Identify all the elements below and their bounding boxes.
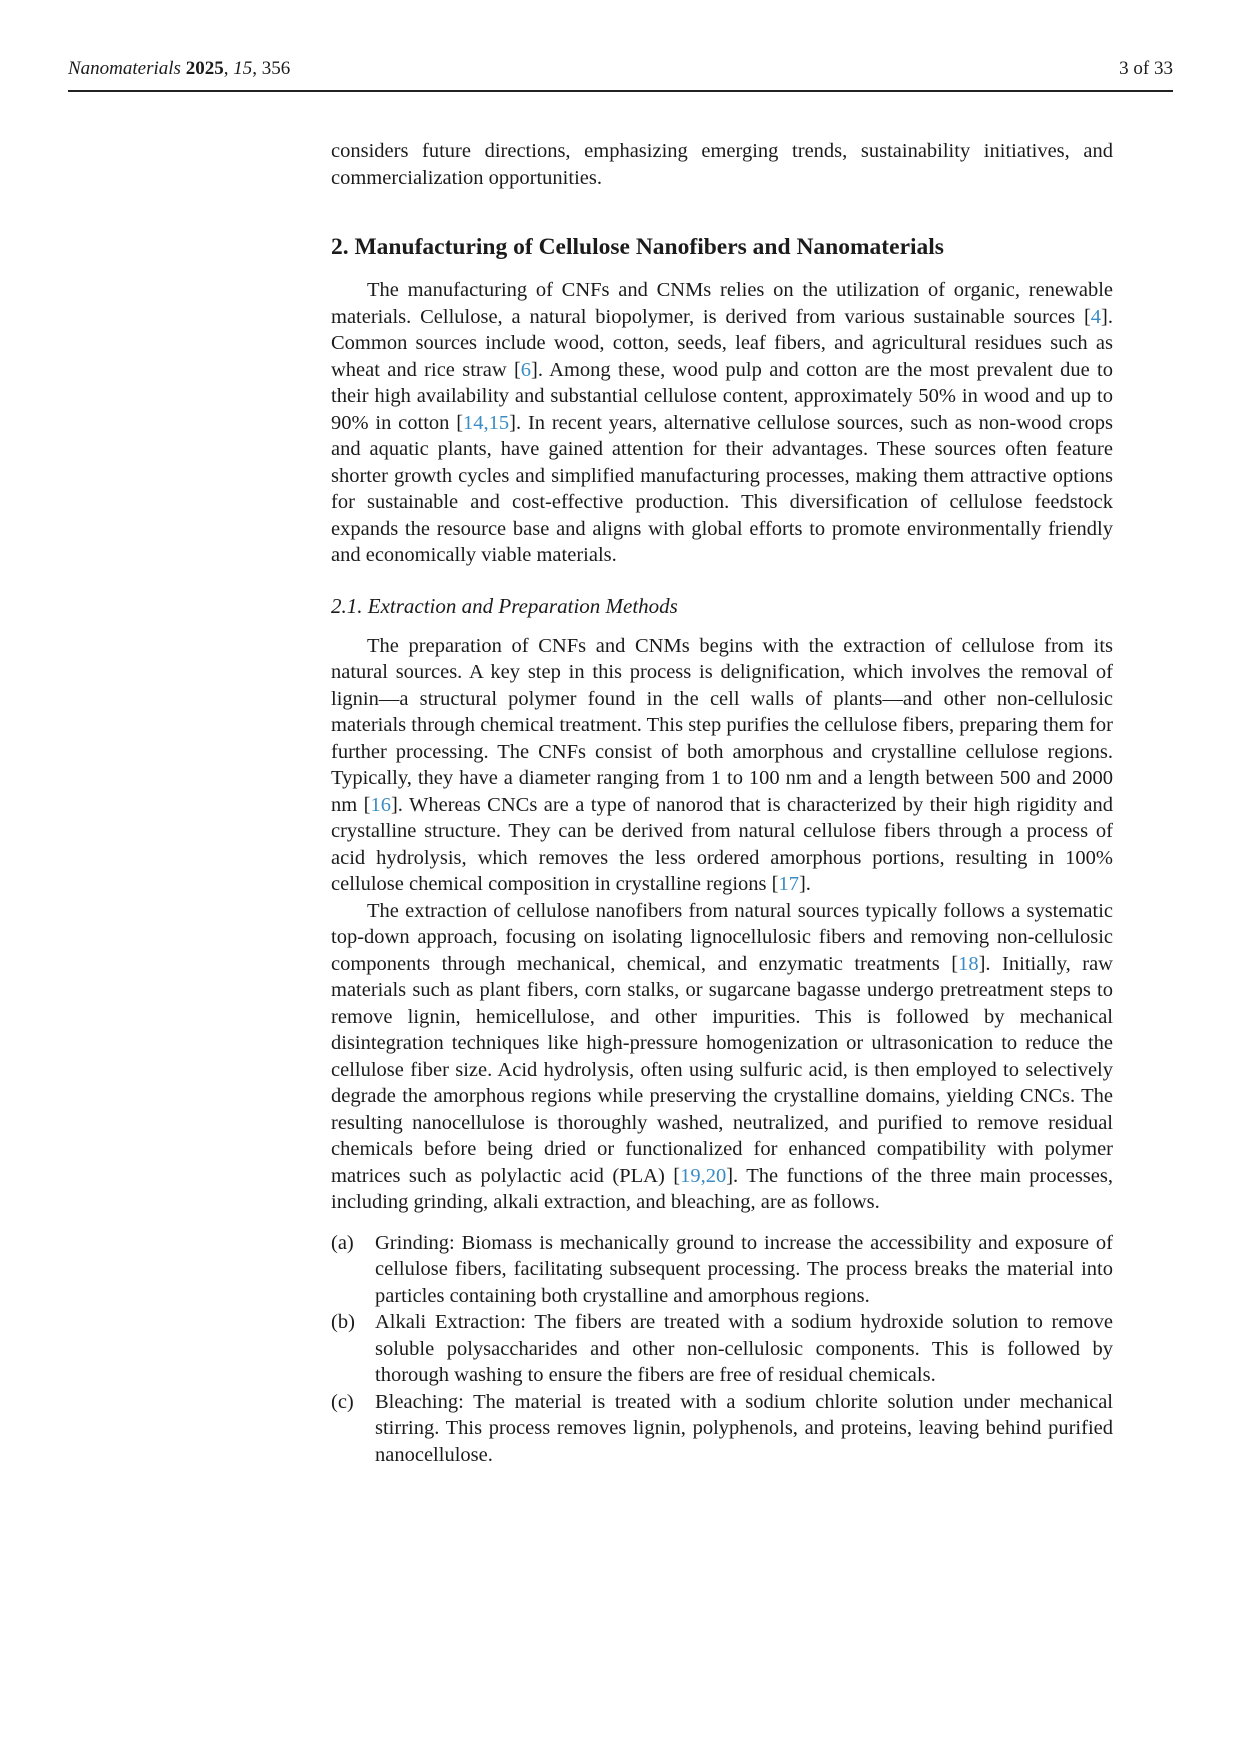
list-item-text: Alkali Extraction: The fibers are treated with a sodium hydroxide solution to remove soluble polysaccharides and other non-cellulosic components. This is followed by thorough washing to ensure the fibers are free of residual chemicals. (375, 1311, 1113, 1386)
citation-link[interactable]: 4 (1090, 305, 1102, 328)
list-item (331, 1230, 1113, 1310)
list-item-text: Grinding: Biomass is mechanically ground to increase the accessibility and exposure of cellulose fibers, facilitating subsequent processing. The process breaks the material into particles containing both crystalline and amorphous regions. (375, 1231, 1113, 1307)
page-header (68, 0, 1173, 80)
list-item-text: Bleaching: The material is treated with a sodium chlorite solution under mechanical stirring. This process removes lignin, polyphenols, and proteins, leaving behind purified nanocellulose. (375, 1390, 1113, 1466)
citation-link[interactable]: 6 (520, 358, 532, 381)
text-segment: The preparation of CNFs and CNMs begins with the extraction of cellulose from its natural sources. A key step in this process is delignification, which involves the removal of lignin—a structural polymer found in the cell walls of plants—and other non-cellulosic materials through chemical treatment. This step purifies the cellulose fibers, preparing them for further processing. The CNFs consist of both amorphous and crystalline cellulose regions. Typically, they have a diameter ranging from 1 to 100 nm and a length between 500 and 2000 nm [ (331, 634, 1113, 816)
text-segment: ]. Whereas CNCs are a type of nanorod that is characterized by their high rigidity and crystalline structure. They can be derived from natural cellulose fibers through a process of acid hydrolysis, which removes the less ordered amorphous portions, resulting in 100% cellulose chemical composition in crystalline regions [ (331, 793, 1113, 895)
process-list (331, 1230, 1113, 1469)
text-segment: ]. In recent years, alternative cellulose sources, such as non-wood crops and aquatic plants, have gained attention for their advantages. These sources often feature shorter growth cycles and simplified manufacturing processes, making them attractive options for sustainable and cost-effective production. This diversification of cellulose feedstock expands the resource base and aligns with global efforts to promote environmentally friendly and economically viable materials. (331, 411, 1113, 566)
text-segment: , (223, 58, 234, 79)
journal-citation (68, 58, 290, 80)
text-segment: ]. The functions of the three main processes, including grinding, alkali extraction, and bleaching, are as follows. (331, 1164, 1113, 1213)
citation-link[interactable]: 17 (778, 873, 799, 895)
citation-link[interactable]: 16 (370, 793, 391, 816)
intro-paragraph: considers future directions, emphasizing emerging trends, sustainability initiatives, and commercialization opportunities. (331, 140, 1113, 189)
text-segment: 2025 (185, 58, 224, 79)
text-segment: The manufacturing of CNFs and CNMs relies on the utilization of organic, renewable materials. Cellulose, a natural biopolymer, is derived from various sustainable sources [ (331, 279, 1113, 328)
list-item-label: (c) (331, 1390, 354, 1413)
article-body (331, 138, 1113, 1468)
list-item (331, 1389, 1113, 1469)
paragraph-preparation (331, 633, 1113, 898)
citation-link[interactable]: 19,20 (680, 1164, 727, 1187)
text-segment: The extraction of cellulose nanofibers from natural sources typically follows a systematic top-down approach, focusing on isolating lignocellulosic fibers and removing non-cellulosic components through mechanical, chemical, and enzymatic treatments [ (331, 899, 1113, 975)
paragraph-manufacturing (331, 277, 1113, 569)
header-divider (68, 90, 1173, 92)
subsection-heading: 2.1. Extraction and Preparation Methods (331, 593, 678, 618)
list-item-label: (b) (331, 1311, 355, 1333)
text-segment: 15 (233, 58, 253, 79)
list-item (331, 1309, 1113, 1389)
section-heading: 2. Manufacturing of Cellulose Nanofibers and Nanomaterials (331, 234, 944, 260)
text-segment: Nanomaterials (68, 58, 186, 79)
citation-link[interactable]: 14,15 (463, 411, 510, 434)
paragraph-extraction (331, 898, 1113, 1216)
text-segment: ]. Common sources include wood, cotton, seeds, leaf fibers, and agricultural residues such as wheat and rice straw [ (331, 305, 1113, 381)
text-segment: ]. Initially, raw materials such as plant fibers, corn stalks, or sugarcane bagasse undergo pretreatment steps to remove lignin, hemicellulose, and other impurities. This is followed by mechanical disintegration techniques like high-pressure homogenization or ultrasonication to reduce the cellulose fiber size. Acid hydrolysis, often using sulfuric acid, is then employed to selectively degrade the amorphous regions while preserving the crystalline domains, yielding CNCs. The resulting nanocellulose is thoroughly washed, neutralized, and purified to remove residual chemicals before being dried or functionalized for enhanced compatibility with polymer matrices such as polylactic acid (PLA) [ (331, 952, 1113, 1187)
text-segment: ]. (798, 873, 811, 895)
text-segment: ]. Among these, wood pulp and cotton are the most prevalent due to their high availability and substantial cellulose content, approximately 50% in wood and up to 90% in cotton [ (331, 358, 1114, 434)
list-item-label: (a) (331, 1231, 354, 1254)
page-number: 3 of 33 (1119, 58, 1173, 79)
citation-link[interactable]: 18 (958, 952, 979, 975)
text-segment: , 356 (252, 58, 291, 79)
